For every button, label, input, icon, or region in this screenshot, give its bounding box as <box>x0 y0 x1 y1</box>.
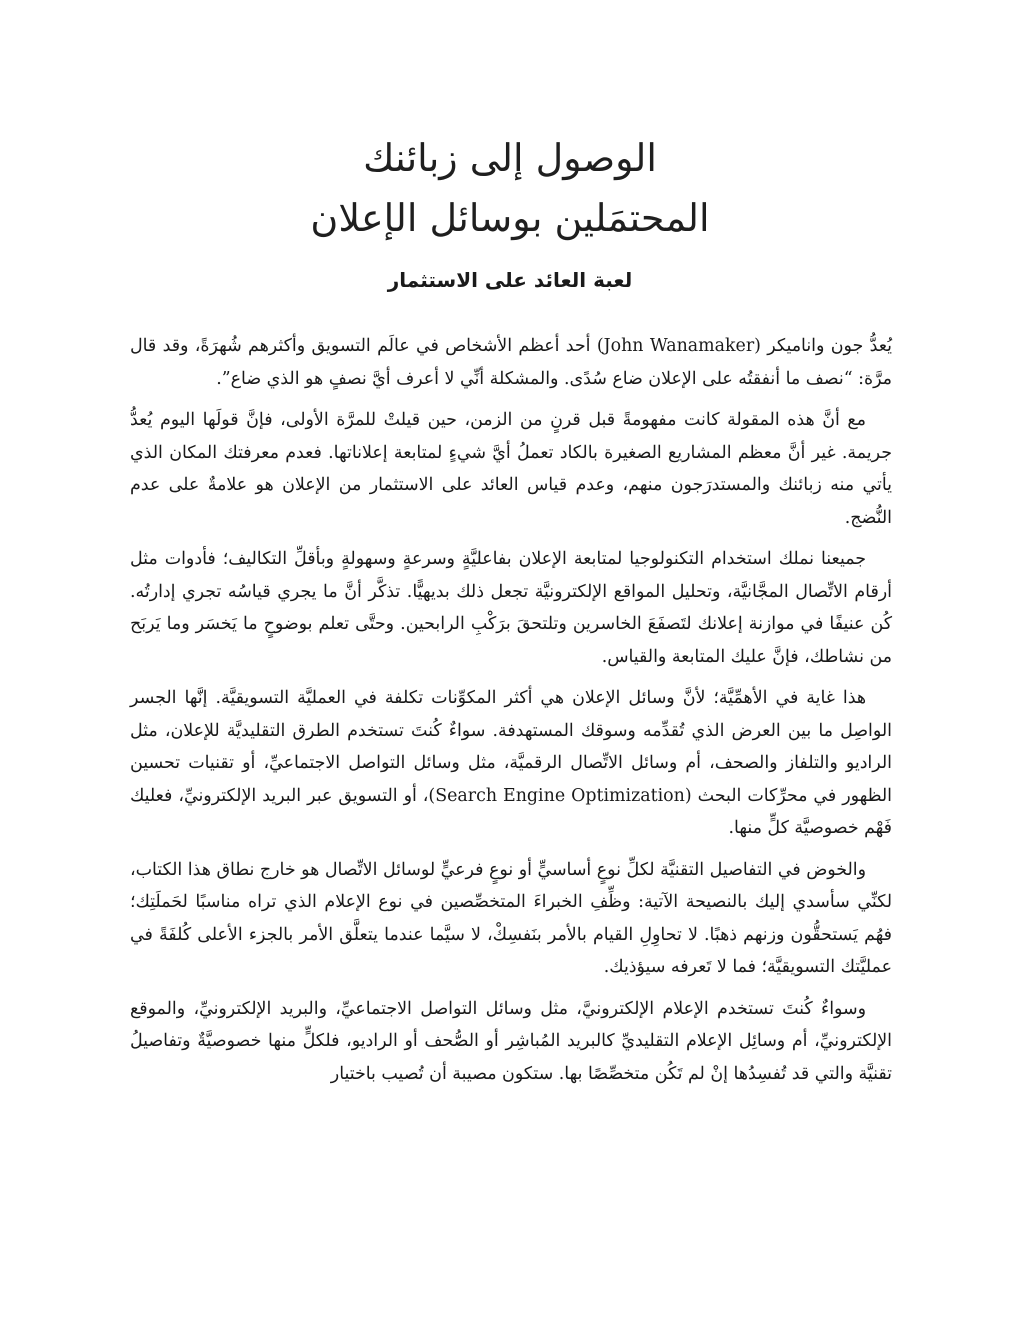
paragraph-4: هذا غاية في الأهمِّيَّة؛ لأنَّ وسائل الإعلان هي أكثر المكوِّنات تكلفة في العمليَّة التسويقيَّة. إنَّها الجسر الواصِل ما بين العرض الذي تُقدِّمه وسوقك المستهدفة. سواءٌ كُنتَ تستخدم الطرق التقليديَّة للإعلان، مثل الراديو والتلفاز والصحف، أم وسائل الاتِّصال الرقميَّة، مثل وسائل التواصل الاجتماعيِّ، أو تقنيات تحسين الظهور في محرِّكات البحث (Search Engine Optimization)، أو التسويق عبر البريد الإلكترونيِّ، فعليك فَهْم خصوصيَّة كلٍّ منها. <box>130 688 892 838</box>
body-text <box>130 330 892 1099</box>
paragraph-5: والخوض في التفاصيل التقنيَّة لكلِّ نوعٍ أساسيٍّ أو نوعٍ فرعيٍّ لوسائل الاتِّصال هو خارج نطاق هذا الكتاب، لكنِّي سأسدي إليك بالنصيحة الآتية: وظِّفِ الخبراءَ المتخصِّصين في نوع الإعلام الذي تراه مناسبًا لحَملَتِك؛ فهُم يَستحقُّون وزنهم ذهبًا. لا تحاوِلِ القيام بالأمر بنَفسِكْ، لا سيَّما عندما يتعلَّق الأمر بالجزء الأعلى كُلفَةً في عمليَّتك التسويقيَّة؛ فما لا تَعرفه سيؤذيك. <box>130 859 892 977</box>
chapter-title-line-1: الوصول إلى زبائنك <box>363 136 657 180</box>
paragraph-6: وسواءٌ كُنتَ تستخدم الإعلام الإلكترونيَّ، مثل وسائل التواصل الاجتماعيِّ، والبريد الإلكترونيِّ، والموقع الإلكترونيِّ، أم وسائِل الإعلام التقليديِّ كالبريد المُباشِر أو الصُّحف أو الراديو، فلكلٍّ منها خصوصيَّةٌ وتفاصيلُ تقنيَّة والتي قد تُفسِدُها إنْ لم تَكُن متخصِّصًا بها. ستكون مصيبة أن تُصيب باختيار <box>130 998 892 1084</box>
english-term: Search Engine Optimization <box>435 785 685 806</box>
chapter-subtitle: لعبة العائد على الاستثمار <box>387 268 633 292</box>
chapter-title-line-2: المحتمَلين بوسائل الإعلان <box>310 196 710 240</box>
paragraph-2: مع أنَّ هذه المقولة كانت مفهومةً قبل قرنٍ من الزمن، حين قيلتْ للمرَّة الأولى، فإنَّ قولَها اليوم يُعدُّ جريمة. غير أنَّ معظم المشاريع الصغيرة بالكاد تعملُ أيَّ شيءٍ لمتابعة إعلاناتها. فعدم معرفتك المكان الذي يأتي منه زبائنك والمستدرَجون منهم، وعدم قياس العائد على الاستثمار من الإعلان هو علامةٌ على عدم النُّضج. <box>130 410 892 528</box>
english-name: John Wanamaker <box>603 336 755 356</box>
chapter-title <box>130 128 890 248</box>
paragraph-3: جميعنا نملك استخدام التكنولوجيا لمتابعة الإعلان بفاعليَّةٍ وسرعةٍ وسهولةٍ وبأقلِّ التكاليف؛ فأدوات مثل أرقام الاتِّصال المجَّانيَّة، وتحليل المواقع الإلكترونيَّة تجعل ذلك بديهيًّا. تذكَّر أنَّ ما يجري قياسُه تجري إدارتُه. كُن عنيفًا في موازنة إعلانك لتَصفَعَ الخاسرين وتلتحقَ برَكْبِ الرابحين. وحتَّى تعلم بوضوحٍ ما يَخسَر وما يَربَح من نشاطك، فإنَّ عليك المتابعة والقياس. <box>130 549 892 667</box>
paragraph-1: يُعدُّ جون واناميكر (John Wanamaker) أحد أعظم الأشخاص في عالَم التسويق وأكثرهم شُهرَةً، وقد قال مرَّة: “نصف ما أنفقتُه على الإعلان ضاع سُدًى. والمشكلة أنِّي لا أعرف أيَّ نصفٍ هو الذي ضاع”. <box>130 336 892 389</box>
